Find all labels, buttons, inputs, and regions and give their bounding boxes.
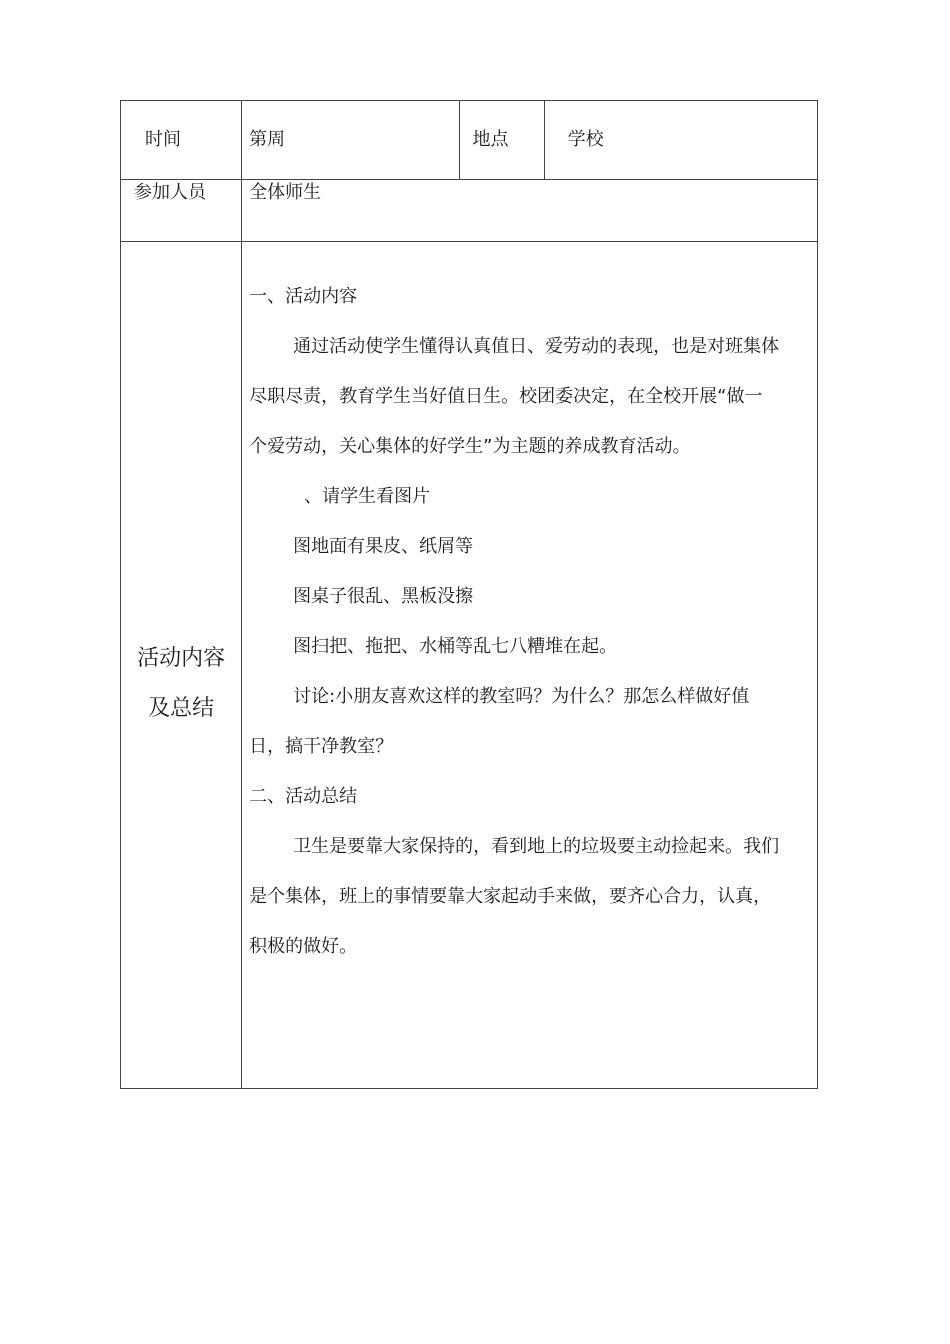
paragraph-line: 积极的做好。 <box>249 936 358 958</box>
section-heading-content: 一、活动内容 <box>249 286 358 308</box>
content-body <box>242 242 818 1089</box>
paragraph-line: 通过活动使学生懂得认真值日、爱劳动的表现，也是对班集体 <box>293 336 780 358</box>
list-item: 图扫把、拖把、水桶等乱七八糟堆在起。 <box>293 636 618 658</box>
place-value: 学校 <box>544 101 817 180</box>
paragraph-line: 卫生是要靠大家保持的，看到地上的垃圾要主动捡起来。我们 <box>293 836 780 858</box>
place-label: 地点 <box>460 101 544 180</box>
table-row-participants <box>121 180 818 242</box>
list-item: 、请学生看图片 <box>304 486 431 508</box>
activity-record-table <box>120 100 818 1089</box>
content-label-line-2: 及总结 <box>148 696 215 722</box>
paragraph-line: 日，搞干净教室？ <box>249 736 394 758</box>
participants-label: 参加人员 <box>121 180 242 242</box>
paragraph-line: 尽职尽责，教育学生当好值日生。校团委决定，在全校开展“做一 <box>249 386 763 408</box>
paragraph-line: 讨论:小朋友喜欢这样的教室吗？为什么？那怎么样做好值 <box>293 686 750 708</box>
content-summary-label <box>121 242 242 1089</box>
table-row-time-place <box>121 101 818 180</box>
paragraph-line: 个爱劳动，关心集体的好学生”为主题的养成教育活动。 <box>249 436 691 458</box>
time-value: 第周 <box>242 101 460 180</box>
paragraph-line: 是个集体，班上的事情要靠大家起动手来做，要齐心合力，认真， <box>249 886 772 908</box>
section-heading-summary: 二、活动总结 <box>249 786 358 808</box>
list-item: 图地面有果皮、纸屑等 <box>293 536 474 558</box>
list-item: 图桌子很乱、黑板没擦 <box>293 586 474 608</box>
content-label-line-1: 活动内容 <box>137 646 226 672</box>
time-label: 时间 <box>121 101 242 180</box>
table-row-content <box>121 242 818 1089</box>
participants-value: 全体师生 <box>242 180 818 242</box>
